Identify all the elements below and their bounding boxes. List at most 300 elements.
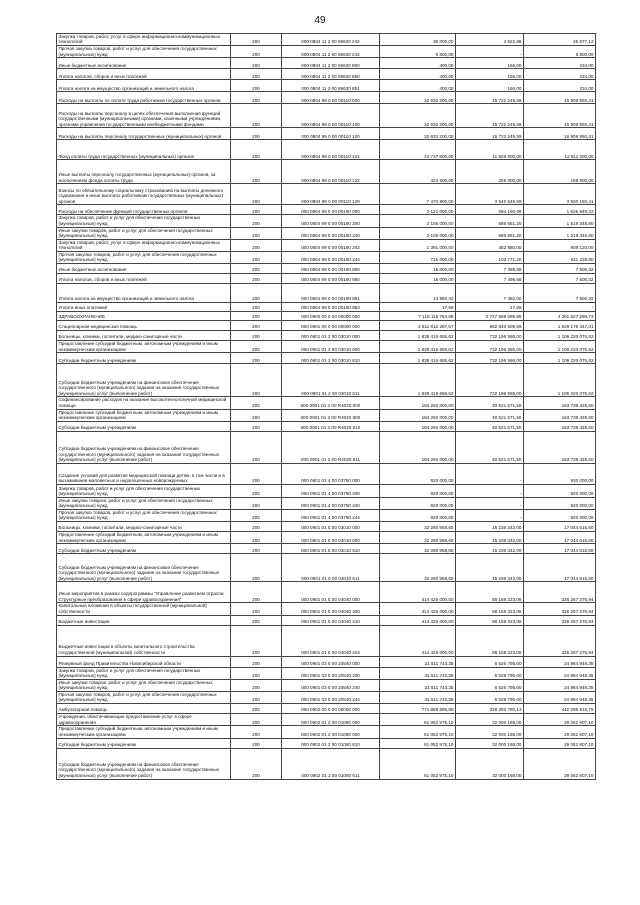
line-code-cell: 200	[231, 312, 282, 321]
expense-name-cell: Закупка товаров, работ и услуг для обеспечения государственных (муниципальных) нужд	[57, 484, 231, 497]
approved-amount-cell: 920 000,00	[380, 463, 456, 484]
expense-name-cell: Субсидии бюджетным учреждениям	[57, 353, 231, 364]
line-code-cell: 200	[231, 104, 282, 128]
unexecuted-amount-cell: 16 909 950,41	[524, 92, 596, 104]
budget-classification-code-cell: 000 0901 01 5 00 04040 400	[282, 603, 380, 615]
approved-amount-cell: 14 982,32	[380, 284, 456, 303]
budget-classification-code-cell: 000 0804 99 0 00 00110 120	[282, 128, 380, 140]
executed-amount-cell: 88 159 323,06	[456, 603, 524, 615]
line-code-cell: 200	[231, 215, 282, 227]
unexecuted-amount-cell: 326 267 276,94	[524, 582, 596, 603]
executed-amount-cell: 40 521 671,50	[456, 431, 524, 463]
budget-classification-code-cell: 000 0901 01 5 00 03010 611	[282, 554, 380, 582]
expense-name-cell: Фонд оплаты труда государственных (муниципальных) органов	[57, 140, 231, 160]
expense-name-cell: Субсидии бюджетным учреждениям	[57, 738, 231, 748]
expense-name-cell: Предоставление субсидий бюджетным, автономным учреждениям и иным некоммерческим организациям	[57, 341, 231, 353]
executed-amount-cell: 4 522,88	[456, 34, 524, 46]
budget-classification-code-cell: 000 0901 03 0 00 20540 244	[282, 692, 380, 704]
budget-classification-code-cell: 000 0901 01 2 00 R4020 000	[282, 397, 380, 409]
approved-amount-cell: 1 838 416 655,62	[380, 364, 456, 397]
approved-amount-cell: 920 000,00	[380, 484, 456, 497]
executed-amount-cell: 15 722 249,59	[456, 92, 524, 104]
budget-classification-code-cell: 000 0900 00 0 00 00000 000	[282, 312, 380, 321]
approved-amount-cell: 194 260 000,00	[380, 421, 456, 431]
line-code-cell: 200	[231, 484, 282, 497]
budget-classification-code-cell: 000 0901 01 5 00 04040 410	[282, 615, 380, 625]
table-row	[57, 184, 596, 205]
expense-name-cell: Создание условий для развития медицинской помощи детям, в том числе и в выхаживании маловесных и недоношенных новорожденных	[57, 463, 231, 484]
line-code-cell: 200	[231, 714, 282, 726]
expense-name-cell: Стационарная медицинская помощь	[57, 321, 231, 331]
table-row	[57, 69, 596, 80]
unexecuted-amount-cell: -	[524, 303, 596, 312]
budget-classification-code-cell: 000 0804 99 0 00 00190 853	[282, 303, 380, 312]
executed-amount-cell: 15 236 342,00	[456, 532, 524, 544]
approved-amount-cell: 920 000,00	[380, 510, 456, 522]
budget-classification-code-cell: 000 0901 03 0 00 20540 000	[282, 656, 380, 667]
unexecuted-amount-cell: 1 106 220 075,62	[524, 331, 596, 341]
approved-amount-cell: 5 800,00	[380, 46, 456, 58]
executed-amount-cell: 882 640 509,59	[456, 321, 524, 331]
approved-amount-cell: 920 000,00	[380, 497, 456, 509]
budget-classification-code-cell: 000 0901 03 0 00 20540 200	[282, 667, 380, 679]
unexecuted-amount-cell: 24 984 948,35	[524, 656, 596, 667]
budget-execution-table	[56, 33, 596, 780]
table-row	[57, 656, 596, 667]
table-row	[57, 714, 596, 726]
line-code-cell: 200	[231, 80, 282, 92]
unexecuted-amount-cell: 1 629 175 347,01	[524, 321, 596, 331]
executed-amount-cell: 166,00	[456, 58, 524, 69]
unexecuted-amount-cell: 7 500,32	[524, 264, 596, 274]
unexecuted-amount-cell: 234,00	[524, 80, 596, 92]
line-code-cell: 200	[231, 510, 282, 522]
unexecuted-amount-cell: 17 044 616,60	[524, 532, 596, 544]
executed-amount-cell: -	[456, 497, 524, 509]
approved-amount-cell: 2 106 000,00	[380, 215, 456, 227]
table-row	[57, 46, 596, 58]
executed-amount-cell: 586 651,20	[456, 215, 524, 227]
budget-classification-code-cell: 000 0804 11 2 00 59630 242	[282, 34, 380, 46]
line-code-cell: 200	[231, 582, 282, 603]
approved-amount-cell: 32 280 958,60	[380, 522, 456, 532]
unexecuted-amount-cell: 29 052 807,10	[524, 714, 596, 726]
expense-name-cell: Больницы, клиники, госпитали, медико-санитарные части	[57, 522, 231, 532]
line-code-cell: 200	[231, 160, 282, 184]
expense-name-cell: ЗДРАВООХРАНЕНИЕ	[57, 312, 231, 321]
unexecuted-amount-cell: 16 909 950,41	[524, 128, 596, 140]
executed-amount-cell: 166,00	[456, 69, 524, 80]
line-code-cell: 200	[231, 364, 282, 397]
budget-classification-code-cell: 000 0902 01 2 00 01080 600	[282, 726, 380, 738]
approved-amount-cell: 1 838 416 655,62	[380, 331, 456, 341]
line-code-cell: 200	[231, 58, 282, 69]
line-code-cell: 200	[231, 184, 282, 205]
table-row	[57, 252, 596, 264]
line-code-cell: 200	[231, 46, 282, 58]
expense-name-cell: Предоставление субсидий бюджетным, автономным учреждениям и иным некоммерческим организациям	[57, 409, 231, 421]
budget-classification-code-cell: 000 0901 01 4 00 03750 244	[282, 510, 380, 522]
line-code-cell: 200	[231, 69, 282, 80]
line-code-cell: 200	[231, 128, 282, 140]
executed-amount-cell: 11 926 600,00	[456, 140, 524, 160]
approved-amount-cell: 400,00	[380, 69, 456, 80]
table-row	[57, 522, 596, 532]
executed-amount-cell: 732 196 586,00	[456, 364, 524, 397]
unexecuted-amount-cell: 920 000,00	[524, 484, 596, 497]
executed-amount-cell: 3 540 649,59	[456, 184, 524, 205]
budget-classification-code-cell: 000 0901 01 2 00 03010 611	[282, 364, 380, 397]
approved-amount-cell: 414 426 000,00	[380, 582, 456, 603]
budget-classification-code-cell: 000 0901 01 2 00 03010 600	[282, 341, 380, 353]
executed-amount-cell: 15 236 342,00	[456, 544, 524, 554]
table-row	[57, 532, 596, 544]
unexecuted-amount-cell: 12 811 200,00	[524, 140, 596, 160]
executed-amount-cell: 7 482,00	[456, 284, 524, 303]
expense-name-cell: Капитальные вложения в объекты государственной (муниципальной) собственности	[57, 603, 231, 615]
executed-amount-cell: 166,00	[456, 80, 524, 92]
line-code-cell: 200	[231, 497, 282, 509]
expense-name-cell: Закупка товаров, работ, услуг в сфере информационно-коммуникационных технологий	[57, 34, 231, 46]
unexecuted-amount-cell: 24 984 948,35	[524, 679, 596, 691]
executed-amount-cell: 40 521 671,50	[456, 397, 524, 409]
approved-amount-cell: 61 052 975,10	[380, 738, 456, 748]
executed-amount-cell: 40 521 671,50	[456, 409, 524, 421]
line-code-cell: 200	[231, 554, 282, 582]
executed-amount-cell: 586 651,20	[456, 227, 524, 239]
unexecuted-amount-cell: 24 984 948,35	[524, 667, 596, 679]
table-row	[57, 205, 596, 215]
table-row	[57, 554, 596, 582]
table-row	[57, 582, 596, 603]
unexecuted-amount-cell: 17 044 616,60	[524, 554, 596, 582]
line-code-cell: 200	[231, 409, 282, 421]
executed-amount-cell: 32 000 168,00	[456, 714, 524, 726]
executed-amount-cell: 15 236 342,00	[456, 554, 524, 582]
budget-classification-code-cell: 000 0804 11 2 00 59630 800	[282, 58, 380, 69]
unexecuted-amount-cell: 7 500,32	[524, 284, 596, 303]
line-code-cell: 200	[231, 431, 282, 463]
expense-name-cell: Расходы на выплаты по оплате труда работников государственных органов	[57, 92, 231, 104]
unexecuted-amount-cell: 908 120,00	[524, 239, 596, 251]
approved-amount-cell: 194 260 000,00	[380, 409, 456, 421]
budget-classification-code-cell: 000 0902 01 2 00 01080 611	[282, 748, 380, 779]
line-code-cell: 200	[231, 692, 282, 704]
unexecuted-amount-cell: 442 096 815,75	[524, 704, 596, 714]
executed-amount-cell: -	[456, 46, 524, 58]
budget-classification-code-cell: 000 0804 99 0 00 00190 000	[282, 205, 380, 215]
budget-classification-code-cell: 000 0804 99 0 00 00190 244	[282, 252, 380, 264]
table-row	[57, 738, 596, 748]
expense-name-cell: Предоставление субсидий бюджетным, автономным учреждениям и иным некоммерческим организациям	[57, 726, 231, 738]
unexecuted-amount-cell: 920 000,00	[524, 463, 596, 484]
executed-amount-cell: 15 722 249,59	[456, 128, 524, 140]
executed-amount-cell: 32 000 168,00	[456, 738, 524, 748]
unexecuted-amount-cell: 326 267 276,94	[524, 615, 596, 625]
unexecuted-amount-cell: 153 738 428,50	[524, 431, 596, 463]
executed-amount-cell: 88 159 323,06	[456, 582, 524, 603]
executed-amount-cell: 32 000 168,00	[456, 748, 524, 779]
line-code-cell: 200	[231, 463, 282, 484]
table-row	[57, 303, 596, 312]
budget-classification-code-cell: 000 0804 99 0 00 00190 851	[282, 284, 380, 303]
unexecuted-amount-cell: 29 052 807,10	[524, 726, 596, 738]
table-row	[57, 431, 596, 463]
budget-classification-code-cell: 000 0901 01 5 00 03010 600	[282, 532, 380, 544]
line-code-cell: 200	[231, 353, 282, 364]
expense-name-cell: Уплата налогов, сборов и иных платежей	[57, 69, 231, 80]
unexecuted-amount-cell: 920 000,00	[524, 497, 596, 509]
expense-name-cell: Иные бюджетные ассигнования	[57, 58, 231, 69]
executed-amount-cell: 17,68	[456, 303, 524, 312]
expense-name-cell: Иные бюджетные ассигнования	[57, 264, 231, 274]
line-code-cell: 200	[231, 341, 282, 353]
unexecuted-amount-cell: 168 600,00	[524, 160, 596, 184]
unexecuted-amount-cell: 611 228,80	[524, 252, 596, 264]
budget-classification-code-cell: 000 0901 01 2 00 R4020 610	[282, 421, 380, 431]
line-code-cell: 200	[231, 274, 282, 284]
line-code-cell: 200	[231, 92, 282, 104]
budget-classification-code-cell: 000 0804 11 2 00 59630 851	[282, 80, 380, 92]
expense-name-cell: Иные мероприятия в рамках подпрограммы "Управление развитием отрасли. Структурные преобразования в сфере здравоохранения"	[57, 582, 231, 603]
line-code-cell: 200	[231, 532, 282, 544]
executed-amount-cell: 255 000,00	[456, 160, 524, 184]
executed-amount-cell: 2 727 589 095,95	[456, 312, 524, 321]
table-row	[57, 625, 596, 656]
table-row	[57, 264, 596, 274]
unexecuted-amount-cell: 234,00	[524, 58, 596, 69]
table-row	[57, 667, 596, 679]
approved-amount-cell: 1 838 416 655,62	[380, 353, 456, 364]
budget-classification-code-cell: 000 0901 01 5 00 04040 414	[282, 625, 380, 656]
approved-amount-cell: 7 470 800,00	[380, 184, 456, 205]
expense-name-cell: Амбулаторная помощь	[57, 704, 231, 714]
table-row	[57, 331, 596, 341]
executed-amount-cell: -	[456, 463, 524, 484]
unexecuted-amount-cell: 1 106 220 075,62	[524, 353, 596, 364]
executed-amount-cell: 482 880,00	[456, 239, 524, 251]
budget-classification-code-cell: 000 0902 01 2 00 01080 000	[282, 714, 380, 726]
expense-name-cell: Иные закупки товаров, работ и услуг для обеспечения государственных (муниципальных) нужд	[57, 497, 231, 509]
line-code-cell: 200	[231, 656, 282, 667]
table-row	[57, 104, 596, 128]
unexecuted-amount-cell: 153 738 428,50	[524, 397, 596, 409]
table-row	[57, 128, 596, 140]
line-code-cell: 200	[231, 397, 282, 409]
executed-amount-cell: 7 499,68	[456, 274, 524, 284]
unexecuted-amount-cell: 1 106 220 075,62	[524, 341, 596, 353]
expense-name-cell: Уплата налогов, сборов и иных платежей	[57, 274, 231, 284]
expense-name-cell: Закупка товаров, работ и услуг для обеспечения государственных (муниципальных) нужд	[57, 667, 231, 679]
approved-amount-cell: 194 260 000,00	[380, 431, 456, 463]
approved-amount-cell: 32 280 958,60	[380, 544, 456, 554]
table-row	[57, 58, 596, 69]
line-code-cell: 200	[231, 239, 282, 251]
table-row	[57, 704, 596, 714]
expense-name-cell: Субсидии бюджетным учреждениям	[57, 544, 231, 554]
approved-amount-cell: 2 106 000,00	[380, 227, 456, 239]
approved-amount-cell: 32 632 200,00	[380, 104, 456, 128]
expense-name-cell: Софинансирование расходов на оказание высокотехнологичной медицинской помощи	[57, 397, 231, 409]
unexecuted-amount-cell: 5 800,00	[524, 46, 596, 58]
line-code-cell: 200	[231, 625, 282, 656]
executed-amount-cell: -	[456, 510, 524, 522]
expense-name-cell: Иные закупки товаров, работ и услуг для обеспечения государственных (муниципальных) нужд	[57, 679, 231, 691]
approved-amount-cell: 31 511 743,35	[380, 656, 456, 667]
table-row	[57, 544, 596, 554]
budget-classification-code-cell: 000 0901 01 2 00 03010 610	[282, 353, 380, 364]
expense-name-cell: Субсидии бюджетным учреждениям на финансовое обеспечение государственного (муниципального) задания на оказание государственных (муниципальных) услуг (выполнение работ)	[57, 554, 231, 582]
unexecuted-amount-cell: 7 500,32	[524, 274, 596, 284]
budget-classification-code-cell: 000 0804 99 0 00 00190 800	[282, 264, 380, 274]
line-code-cell: 200	[231, 726, 282, 738]
approved-amount-cell: 61 052 975,10	[380, 726, 456, 738]
expense-name-cell: Взносы по обязательному социальному страхованию на выплаты денежного содержания и иные выплаты работникам государственных (муниципальных) органов	[57, 184, 231, 205]
expense-name-cell: Закупка товаров, работ и услуг для обеспечения государственных (муниципальных) нужд	[57, 215, 231, 227]
executed-amount-cell: 32 000 168,00	[456, 726, 524, 738]
budget-classification-code-cell: 000 0804 99 0 00 00190 850	[282, 274, 380, 284]
executed-amount-cell: 329 392 780,13	[456, 704, 524, 714]
table-row	[57, 353, 596, 364]
executed-amount-cell: 732 196 586,00	[456, 341, 524, 353]
table-row	[57, 227, 596, 239]
approved-amount-cell: 7 119 118 784,68	[380, 312, 456, 321]
budget-classification-code-cell: 000 0901 03 0 00 20540 240	[282, 679, 380, 691]
line-code-cell: 200	[231, 321, 282, 331]
unexecuted-amount-cell: 3 930 150,41	[524, 184, 596, 205]
table-row	[57, 341, 596, 353]
table-row	[57, 34, 596, 46]
approved-amount-cell: 32 280 958,60	[380, 532, 456, 544]
unexecuted-amount-cell: 17 044 616,60	[524, 522, 596, 532]
table-row	[57, 497, 596, 509]
line-code-cell: 200	[231, 303, 282, 312]
unexecuted-amount-cell: 16 909 950,41	[524, 104, 596, 128]
expense-name-cell: Субсидии бюджетным учреждениям	[57, 421, 231, 431]
line-code-cell: 200	[231, 667, 282, 679]
unexecuted-amount-cell: 153 738 428,50	[524, 421, 596, 431]
table-row	[57, 312, 596, 321]
unexecuted-amount-cell: 29 052 807,10	[524, 738, 596, 748]
line-code-cell: 200	[231, 284, 282, 303]
budget-classification-code-cell: 000 0804 99 0 00 00190 242	[282, 239, 380, 251]
unexecuted-amount-cell: 1 526 849,32	[524, 205, 596, 215]
line-code-cell: 200	[231, 748, 282, 779]
expense-name-cell: Прочая закупка товаров, работ и услуг для обеспечения государственных (муниципальных) нужд	[57, 46, 231, 58]
budget-classification-code-cell: 000 0804 11 2 00 59630 244	[282, 46, 380, 58]
budget-classification-code-cell: 000 0901 01 2 00 R4020 600	[282, 409, 380, 421]
approved-amount-cell: 15 000,00	[380, 264, 456, 274]
budget-classification-code-cell: 000 0901 01 5 00 04040 000	[282, 582, 380, 603]
expense-name-cell: Резервный фонд Правительства Новосибирской области	[57, 656, 231, 667]
table-row	[57, 615, 596, 625]
approved-amount-cell: 2 121 000,00	[380, 205, 456, 215]
budget-classification-code-cell: 000 0901 01 5 00 03010 000	[282, 522, 380, 532]
line-code-cell: 200	[231, 227, 282, 239]
approved-amount-cell: 61 052 975,10	[380, 714, 456, 726]
table-row	[57, 397, 596, 409]
budget-classification-code-cell: 000 0902 00 0 00 00000 000	[282, 704, 380, 714]
table-row	[57, 92, 596, 104]
budget-classification-code-cell: 000 0804 99 0 00 00110 121	[282, 140, 380, 160]
unexecuted-amount-cell: 24 984 948,35	[524, 692, 596, 704]
budget-classification-code-cell: 000 0804 99 0 00 00110 129	[282, 184, 380, 205]
executed-amount-cell: 88 159 323,06	[456, 615, 524, 625]
table-row	[57, 215, 596, 227]
approved-amount-cell: 414 426 000,00	[380, 603, 456, 615]
expense-name-cell: Уплата налога на имущество организаций и земельного налога	[57, 284, 231, 303]
table-row	[57, 726, 596, 738]
approved-amount-cell: 715 000,00	[380, 252, 456, 264]
line-code-cell: 200	[231, 603, 282, 615]
budget-classification-code-cell: 000 0804 99 0 00 00190 200	[282, 215, 380, 227]
expense-name-cell: Иные выплаты персоналу государственных (муниципальных) органов, за исключением фонда оплаты труда	[57, 160, 231, 184]
expense-name-cell: Расходы на выплаты персоналу в целях обеспечения выполнения функций государственными (муниципальными) органами, казенными учреждениями, органами управления государственными внебюджетными фондами	[57, 104, 231, 128]
line-code-cell: 200	[231, 522, 282, 532]
executed-amount-cell: 40 521 671,50	[456, 421, 524, 431]
budget-classification-code-cell: 000 0901 01 2 00 R4020 611	[282, 431, 380, 463]
unexecuted-amount-cell: 1 519 348,80	[524, 215, 596, 227]
executed-amount-cell: 6 526 795,00	[456, 679, 524, 691]
line-code-cell: 200	[231, 205, 282, 215]
unexecuted-amount-cell: 4 391 527 288,73	[524, 312, 596, 321]
table-row	[57, 748, 596, 779]
expense-name-cell: Уплата налога на имущество организаций и земельного налога	[57, 80, 231, 92]
approved-amount-cell: 61 052 975,10	[380, 748, 456, 779]
table-row	[57, 484, 596, 497]
line-code-cell: 200	[231, 704, 282, 714]
executed-amount-cell: 594 150,68	[456, 205, 524, 215]
line-code-cell: 200	[231, 264, 282, 274]
approved-amount-cell: 400,00	[380, 58, 456, 69]
budget-classification-code-cell: 000 0901 01 4 00 03750 240	[282, 497, 380, 509]
approved-amount-cell: 1 838 416 655,62	[380, 341, 456, 353]
expense-name-cell: Бюджетные инвестиции	[57, 615, 231, 625]
expense-name-cell: Субсидии бюджетным учреждениям на финансовое обеспечение государственного (муниципального) задания на оказание государственных (муниципальных) услуг (выполнение работ)	[57, 364, 231, 397]
expense-name-cell: Прочая закупка товаров, работ и услуг для обеспечения государственных (муниципальных) нужд	[57, 252, 231, 264]
line-code-cell: 200	[231, 331, 282, 341]
approved-amount-cell: 17,68	[380, 303, 456, 312]
budget-classification-code-cell: 000 0902 01 2 00 01080 610	[282, 738, 380, 748]
executed-amount-cell: 732 196 586,00	[456, 353, 524, 364]
expense-name-cell: Уплата иных платежей	[57, 303, 231, 312]
approved-amount-cell: 414 426 000,00	[380, 625, 456, 656]
expense-name-cell: Субсидии бюджетным учреждениям на финансовое обеспечение государственного (муниципального) задания на оказание государственных (муниципальных) услуг (выполнение работ)	[57, 431, 231, 463]
unexecuted-amount-cell: 326 267 276,94	[524, 625, 596, 656]
table-row	[57, 463, 596, 484]
table-row	[57, 140, 596, 160]
unexecuted-amount-cell: 234,00	[524, 69, 596, 80]
unexecuted-amount-cell: 153 738 428,50	[524, 409, 596, 421]
unexecuted-amount-cell: 1 106 220 075,62	[524, 364, 596, 397]
approved-amount-cell: 31 511 743,35	[380, 679, 456, 691]
budget-classification-code-cell: 000 0804 99 0 00 00190 240	[282, 227, 380, 239]
expense-name-cell: Предоставление субсидий бюджетным, автономным учреждениям и иным некоммерческим организациям	[57, 532, 231, 544]
executed-amount-cell: 6 526 795,00	[456, 667, 524, 679]
approved-amount-cell: 194 260 000,00	[380, 397, 456, 409]
line-code-cell: 200	[231, 544, 282, 554]
approved-amount-cell: 32 280 958,60	[380, 554, 456, 582]
line-code-cell: 200	[231, 421, 282, 431]
line-code-cell: 200	[231, 140, 282, 160]
table-row	[57, 239, 596, 251]
budget-classification-code-cell: 000 0901 01 4 00 03750 200	[282, 484, 380, 497]
table-row	[57, 321, 596, 331]
expense-name-cell: Субсидии бюджетным учреждениям на финансовое обеспечение государственного (муниципального) задания на оказание государственных (муниципальных) услуг (выполнение работ)	[57, 748, 231, 779]
expense-name-cell: Закупка товаров, работ, услуг в сфере информационно-коммуникационных технологий	[57, 239, 231, 251]
expense-name-cell: Бюджетные инвестиции в объекты капитального строительства государственной (муниципальной) собственности	[57, 625, 231, 656]
budget-classification-code-cell: 000 0804 99 0 00 00110 000	[282, 92, 380, 104]
